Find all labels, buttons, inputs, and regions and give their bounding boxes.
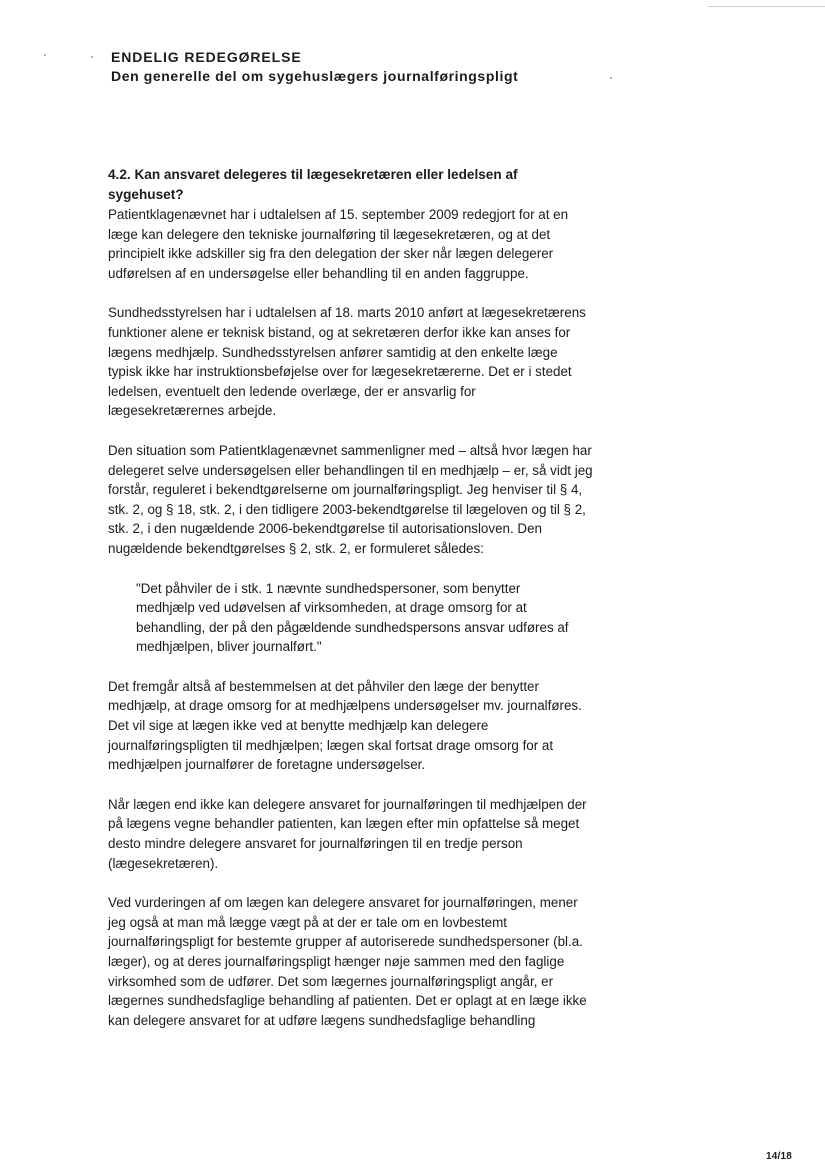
paragraph: Ved vurderingen af om lægen kan delegere ansvaret for journalføringen, mener jeg også at man må lægge vægt på at der er tale om en lovbestemt journalføringspligt for bestemte grupper af autoriserede sundhedspersoner (bl.a. læger), og at deres journalføringspligt hænger nøje sammen med den faglige virksomhed som de udfører. Det som lægernes journalføringspligt angår, er lægernes sundhedsfaglige behandling af patienten. Det er oplagt at en læge ikke kan delegere ansvaret for at udføre lægens sundhedsfaglige behandling [108, 895, 587, 1028]
document-body [108, 165, 593, 1030]
paragraph: Når lægen end ikke kan delegere ansvaret for journalføringen til medhjælpen der på lægens vegne behandler patienten, kan lægen efter min opfattelse så meget desto mindre delegere ansvaret for journalføringen til en tredje person (lægesekretæren). [108, 796, 587, 871]
scan-speck [91, 56, 93, 58]
page-number: 14/18 [766, 1151, 793, 1162]
block-quote: "Det påhviler de i stk. 1 nævnte sundhedspersoner, som benytter medhjælp ved udøvelsen af virksomheden, at drage omsorg for at behandling, der på den pågældende sundhedspersons ansvar udføres af medhjælpen, bliver journalført." [136, 580, 569, 655]
paragraph: Det fremgår altså af bestemmelsen at det påhviler den læge der benytter medhjælp, at drage omsorg for at medhjælpens undersøgelser mv. journalføres. Det vil sige at lægen ikke ved at benytte medhjælp kan delegere journalføringspligten til medhjælpen; lægen skal fortsat drage omsorg for at medhjælpen journalfører de foretagne undersøgelser. [108, 678, 582, 773]
section-heading: 4.2. Kan ansvaret delegeres til lægesekretæren eller ledelsen af sygehuset? [108, 167, 518, 202]
paragraph: Sundhedsstyrelsen har i udtalelsen af 18. marts 2010 anført at lægesekretærens funktioner alene er teknisk bistand, og at sekretæren derfor ikke kan anses for lægens medhjælp. Sundhedsstyrelsen anfører samtidig at den enkelte læge typisk ikke har instruktionsbeføjelse over for lægesekretærerne. Det er i stedet ledelsen, eventuelt den ledende overlæge, der er ansvarlig for lægesekretærernes arbejde. [108, 305, 586, 419]
paragraph: Den situation som Patientklagenævnet sammenligner med – altså hvor lægen har delegeret selve undersøgelsen eller behandlingen til en medhjælp – er, så vidt jeg forstår, reguleret i bekendtgørelserne om journalføringspligt. Jeg henviser til § 4, stk. 2, og § 18, stk. 2, i den tidligere 2003-bekendtgørelse til lægeloven og til § 2, stk. 2, i den nugældende 2006-bekendtgørelse til autorisationsloven. Den nugældende bekendtgørelses § 2, stk. 2, er formuleret således: [108, 442, 593, 556]
header-title: ENDELIG REDEGØRELSE [111, 49, 302, 65]
document-header [111, 48, 751, 86]
paragraph: Patientklagenævnet har i udtalelsen af 15. september 2009 redegjort for at en læge kan delegere den tekniske journalføring til lægesekretæren, og at det principielt ikke adskiller sig fra den delegation der sker når lægen delegerer udførelsen af en undersøgelse eller behandling til en anden faggruppe. [108, 207, 569, 281]
scan-speck [44, 54, 46, 56]
header-subtitle: Den generelle del om sygehuslægers journalføringspligt [111, 68, 519, 84]
top-edge-rule [708, 6, 825, 7]
